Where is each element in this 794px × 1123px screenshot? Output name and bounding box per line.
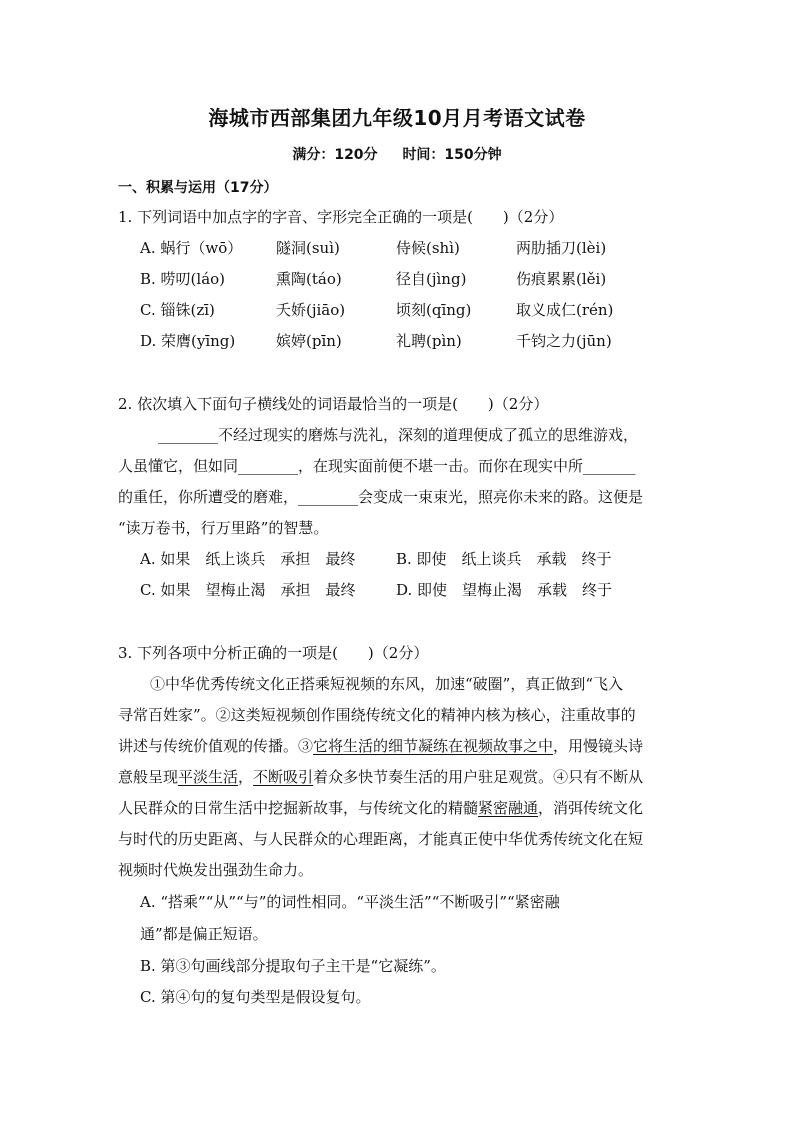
exam-title: 海城市西部集团九年级10月月考语文试卷 [208,106,586,130]
q1-option-d-1: D. 荣膺(yīng) [140,332,236,350]
question-3-stem: 3. 下列各项中分析正确的一项是( )（2分） [118,644,429,662]
q3-underlined-phrase-pingdan: 平淡生活 [178,768,239,786]
q1-option-c-3: 顷刻(qīng) [396,301,472,319]
section-heading: 一、积累与运用（17分） [118,180,278,196]
q2-passage-line-4: “读万卷书，行万里路”的智慧。 [118,519,329,537]
q1-option-c-1: C. 锱铢(zī) [140,301,215,319]
q2-passage-line-1: ________不经过现实的磨炼与洗礼，深刻的道理便成了孤立的思维游戏， [158,426,639,444]
q2-option-d: D. 即使 望梅止渴 承载 终于 [396,581,613,599]
q2-option-a: A. 如果 纸上谈兵 承担 最终 [140,550,356,568]
q3-option-a-line-1: A. “搭乘”“从”“与”的词性相同。“平淡生活”“不断吸引”“紧密融 [140,893,560,911]
q1-option-a-2: 隧洞(suì) [276,239,340,257]
q1-option-b-2: 熏陶(táo) [276,270,342,288]
q2-passage-line-3: 的重任，你所遭受的磨难，________会变成一束束光，照亮你未来的路。这便是 [118,488,644,506]
q2-option-c: C. 如果 望梅止渴 承担 最终 [140,581,356,599]
q1-option-d-2: 嫔婷(pīn) [276,332,342,350]
q3-option-b: B. 第③句画线部分提取句子主干是“它凝练”。 [140,957,446,975]
q1-option-b-3: 径自(jìng) [396,270,467,288]
q3-underlined-sentence-3: 它将生活的细节凝练在视频故事之中 [313,737,554,755]
q1-option-b-4: 伤痕累累(lěi) [516,270,607,288]
q3-passage-line-6: 与时代的历史距离、与人民群众的心理距离，才能真正使中华优秀传统文化在短 [118,830,644,848]
q1-option-d-4: 千钧之力(jūn) [516,332,612,350]
q1-option-a-4: 两肋插刀(lèi) [516,239,607,257]
q1-option-d-3: 礼聘(pìn) [396,332,462,350]
q1-option-a-1: A. 蜗行（wō） [140,239,243,257]
question-2-stem: 2. 依次填入下面句子横线处的词语最恰当的一项是( )（2分） [118,395,549,413]
q3-passage-line-1: ①中华优秀传统文化正搭乘短视频的东风，加速“破圈”，真正做到“飞入 [150,675,624,693]
q3-passage-line-3 [118,736,643,756]
q1-option-a-3: 侍候(shì) [396,239,460,257]
q3-passage-line-7: 视频时代焕发出强劲生命力。 [118,861,314,879]
q1-option-b-1: B. 唠叨(láo) [140,270,226,288]
q3-line5-text-b: ，消弭传统文化 [538,799,644,817]
q3-line3-text-b: ，用慢镜头诗 [553,737,644,755]
q1-option-c-4: 取义成仁(rén) [516,301,614,319]
q3-passage-line-4 [118,767,643,787]
full-score: 满分：120分 [292,147,378,163]
q3-option-c: C. 第④句的复句类型是假设复句。 [140,988,371,1006]
q3-line4-text-a: 意般呈现 [118,768,179,786]
q3-line5-text-a: 人民群众的日常生活中挖掘新故事，与传统文化的精髓 [118,799,479,817]
q3-option-a-line-2: 通”都是偏正短语。 [140,925,268,943]
q2-passage-line-2: 人虽懂它，但如同________，在现实面前便不堪一击。而你在现实中所_______ [118,457,636,475]
q3-passage-line-2: 寻常百姓家”。②这类短视频创作围绕传统文化的精神内核为核心，注重故事的 [118,706,636,724]
q3-passage-line-5 [118,798,643,818]
q3-line3-text-a: 讲述与传统价值观的传播。③ [118,737,314,755]
q2-option-b: B. 即使 纸上谈兵 承载 终于 [396,550,612,568]
time-limit: 时间：150分钟 [402,147,502,163]
q3-line4-text-c: 着众多快节奏生活的用户驻足观赏。④只有不断从 [313,768,644,786]
q3-line4-text-b: ， [238,768,254,786]
q3-underlined-phrase-xiyin: 不断吸引 [253,768,314,786]
question-1-stem: 1. 下列词语中加点字的字音、字形完全正确的一项是( )（2分） [118,208,564,226]
q3-underlined-phrase-rongtong: 紧密融通 [478,799,539,817]
exam-meta [0,144,794,164]
q1-option-c-2: 夭娇(jiāo) [276,301,346,319]
